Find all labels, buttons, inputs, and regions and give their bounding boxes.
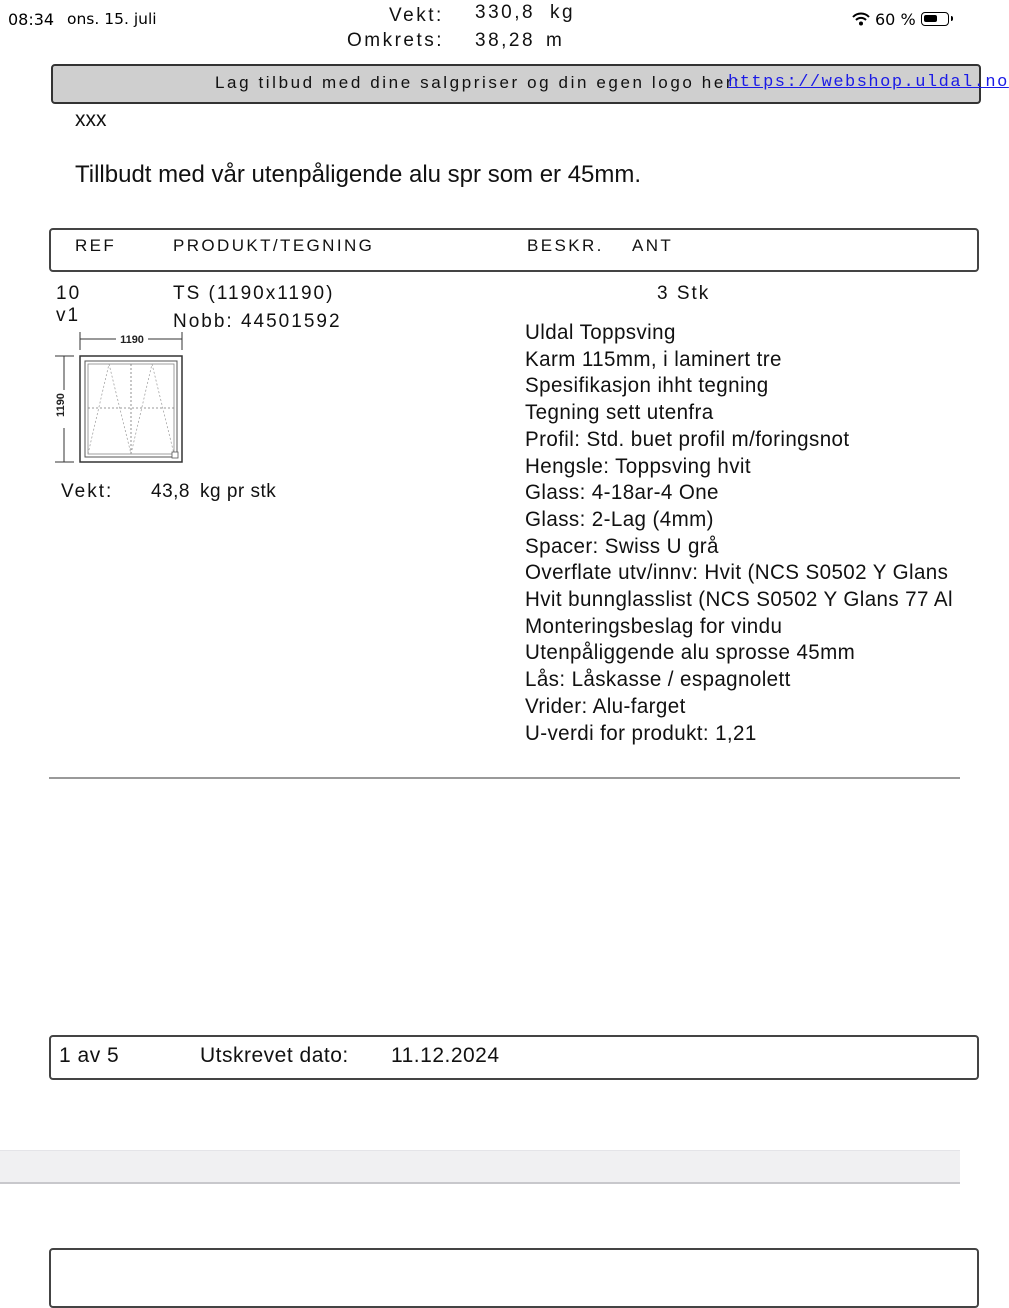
perimeter-unit: m [546, 30, 565, 51]
item-version: v1 [56, 305, 81, 326]
webshop-link[interactable]: https://webshop.uldal.no [728, 73, 1009, 92]
status-date: ons. 15. juli [67, 10, 157, 28]
row-divider [49, 777, 960, 779]
column-ref: REF [75, 236, 117, 255]
total-weight-value: 330,8 [475, 2, 536, 23]
drawing-height-label: 1190 [55, 393, 67, 417]
offer-text: Tillbudt med vår utenpåligende alu spr som er 45mm. [75, 161, 642, 188]
description-line: Spacer: Swiss U grå [525, 534, 719, 558]
battery-icon [921, 12, 949, 26]
column-product: PRODUKT/TEGNING [173, 236, 375, 255]
description-line: Spesifikasjon ihht tegning [525, 374, 769, 398]
wifi-icon [852, 12, 870, 31]
banner-text: Lag tilbud med dine salgpriser og din egen logo her: [215, 73, 742, 92]
drawing-width-label: 1190 [120, 334, 144, 346]
total-weight-label: Vekt: [389, 5, 444, 26]
description-line: Lås: Låskasse / espagnolett [525, 668, 791, 692]
description-line: Glass: 2-Lag (4mm) [525, 507, 714, 531]
description-line: Uldal Toppsving [525, 321, 676, 344]
page-separator [0, 1150, 960, 1184]
total-weight-unit: kg [550, 2, 576, 23]
description-line: Monteringsbeslag for vindu [525, 614, 783, 638]
page-footer [49, 1035, 979, 1080]
description-line: Hvit bunnglasslist (NCS S0502 Y Glans 77 Al [525, 588, 953, 612]
description-line: Glass: 4-18ar-4 One [525, 481, 719, 505]
status-time: 08:34 [8, 10, 55, 29]
webshop-banner [51, 64, 1009, 104]
item-weight-label: Vekt: [61, 481, 114, 502]
next-page-header [49, 1248, 979, 1308]
description-line: Hengsle: Toppsving hvit [525, 454, 752, 478]
perimeter-label: Omkrets: [347, 30, 445, 51]
item-product: TS (1190x1190) [173, 283, 335, 304]
customer-name: xxx [75, 108, 107, 131]
description-line: U-verdi for produkt: 1,21 [525, 721, 757, 745]
item-description [525, 320, 953, 747]
printed-date-label: Utskrevet dato: [200, 1044, 349, 1067]
battery-percentage: 60 % [875, 10, 916, 29]
item-quantity: 3 Stk [657, 283, 711, 304]
column-description: BESKR. [527, 236, 604, 255]
item-weight-unit: kg pr stk [200, 481, 277, 502]
description-line: Overflate utv/innv: Hvit (NCS S0502 Y Glans [525, 561, 949, 585]
description-line: Tegning sett utenfra [525, 401, 714, 425]
page-number: 1 av 5 [59, 1044, 120, 1067]
window-drawing [52, 328, 192, 475]
item-ref: 10 [56, 283, 82, 304]
perimeter-value: 38,28 [475, 30, 536, 51]
description-line: Profil: Std. buet profil m/foringsnot [525, 427, 850, 451]
printed-date: 11.12.2024 [391, 1044, 500, 1067]
item-nobb: Nobb: 44501592 [173, 311, 342, 332]
column-quantity: ANT [632, 236, 674, 255]
description-line: Karm 115mm, i laminert tre [525, 347, 782, 371]
item-weight-value: 43,8 [151, 481, 190, 502]
description-line: Vrider: Alu-farget [525, 694, 686, 718]
description-line: Utenpåliggende alu sprosse 45mm [525, 641, 856, 665]
